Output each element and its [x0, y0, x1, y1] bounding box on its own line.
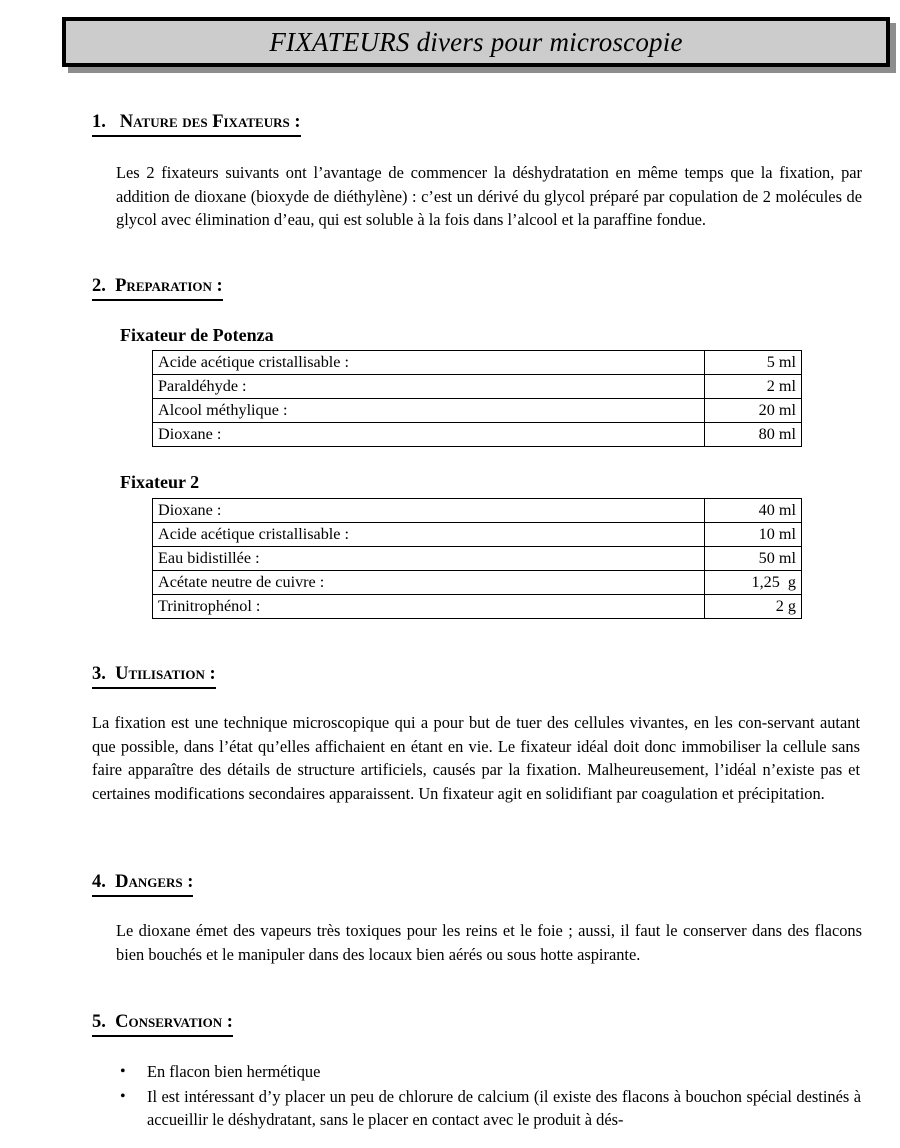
row-value: 20 ml: [705, 399, 802, 423]
heading-4-number: 4.: [92, 872, 106, 892]
table-fixateur-potenza-body: [153, 351, 802, 447]
paragraph-section-3: La fixation est une technique microscopique qui a pour but de tuer des cellules vivantes, en les con-servant autant que possible, dans l’état qu’elles affichaient en étant en vie. Le fixateur idéal doit donc immobiliser la cellule sans faire apparaître des détails de structure artificiels, causés par la fixation. Malheureusement, l’idéal n’existe pas et certaines modifications secondaires apparaissent. Un fixateur agit en solidifiant par coagulation et précipitation.: [92, 713, 860, 803]
row-label: Dioxane :: [153, 423, 705, 447]
table-row: [153, 399, 802, 423]
row-value: 40 ml: [705, 499, 802, 523]
table-fixateur-2-body: [153, 499, 802, 619]
table-row: [153, 375, 802, 399]
row-label: Paraldéhyde :: [153, 375, 705, 399]
document-title: FIXATEURS divers pour microscopie: [269, 26, 683, 57]
table-row: [153, 423, 802, 447]
row-label: Eau bidistillée :: [153, 547, 705, 571]
row-label: Acide acétique cristallisable :: [153, 523, 705, 547]
row-value: 50 ml: [705, 547, 802, 571]
list-item: [111, 1085, 861, 1132]
table-row: [153, 571, 802, 595]
heading-3-label: Utilisation :: [115, 664, 216, 684]
row-label: Dioxane :: [153, 499, 705, 523]
row-value: 1,25 g: [705, 571, 802, 595]
heading-1-number: 1.: [92, 112, 106, 132]
bullet-icon: •: [120, 1087, 126, 1105]
heading-1-label: Nature des Fixateurs :: [119, 112, 301, 132]
heading-5-label: Conservation :: [115, 1012, 233, 1032]
paragraph-section-4: Le dioxane émet des vapeurs très toxiques pour les reins et le foie ; aussi, il faut le conserver dans des flacons bien bouchés et le manipuler dans des locaux bien aérés ou sous hotte aspirante.: [116, 921, 862, 964]
row-label: Acétate neutre de cuivre :: [153, 571, 705, 595]
row-value: 10 ml: [705, 523, 802, 547]
table-fixateur-2: [152, 498, 802, 619]
table-fixateur-potenza: [152, 350, 802, 447]
list-item-text: En flacon bien hermétique: [147, 1062, 321, 1081]
heading-2-label: Preparation :: [115, 276, 223, 296]
row-value: 5 ml: [705, 351, 802, 375]
list-item-text: Il est intéressant d’y placer un peu de chlorure de calcium (il existe des flacons à bouchon spécial destinés à accueillir le déshydratant, sans le placer en contact avec le produit à dés-: [147, 1086, 861, 1130]
row-value: 80 ml: [705, 423, 802, 447]
row-label: Alcool méthylique :: [153, 399, 705, 423]
table-row: [153, 547, 802, 571]
table-row: [153, 351, 802, 375]
heading-section-5: [92, 1012, 233, 1037]
conservation-bullet-list: [111, 1060, 861, 1133]
table-row: [153, 499, 802, 523]
heading-section-2: [92, 276, 223, 301]
row-label: Trinitrophénol :: [153, 595, 705, 619]
row-value: 2 g: [705, 595, 802, 619]
subtitle-fixateur-2: Fixateur 2: [120, 472, 200, 492]
heading-section-4: [92, 872, 193, 897]
heading-2-number: 2.: [92, 276, 106, 296]
heading-4-label: Dangers :: [115, 872, 194, 892]
heading-5-number: 5.: [92, 1012, 106, 1032]
title-banner: [62, 17, 890, 67]
list-item: [111, 1060, 861, 1084]
table-row: [153, 523, 802, 547]
table-row: [153, 595, 802, 619]
subtitle-fixateur-potenza: Fixateur de Potenza: [120, 325, 274, 345]
paragraph-section-1: Les 2 fixateurs suivants ont l’avantage de commencer la déshydratation en même temps que la fixation, par addition de dioxane (bioxyde de diéthylène) : c’est un dérivé du glycol préparé par copulation de 2 molécules de glycol avec élimination d’eau, qui est soluble à la fois dans l’alcool et la paraffine fondue.: [116, 163, 862, 230]
title-banner-box: [62, 17, 890, 67]
heading-3-number: 3.: [92, 664, 106, 684]
heading-section-3: [92, 664, 216, 689]
heading-section-1: [92, 112, 301, 137]
bullet-icon: •: [120, 1063, 126, 1080]
row-label: Acide acétique cristallisable :: [153, 351, 705, 375]
row-value: 2 ml: [705, 375, 802, 399]
